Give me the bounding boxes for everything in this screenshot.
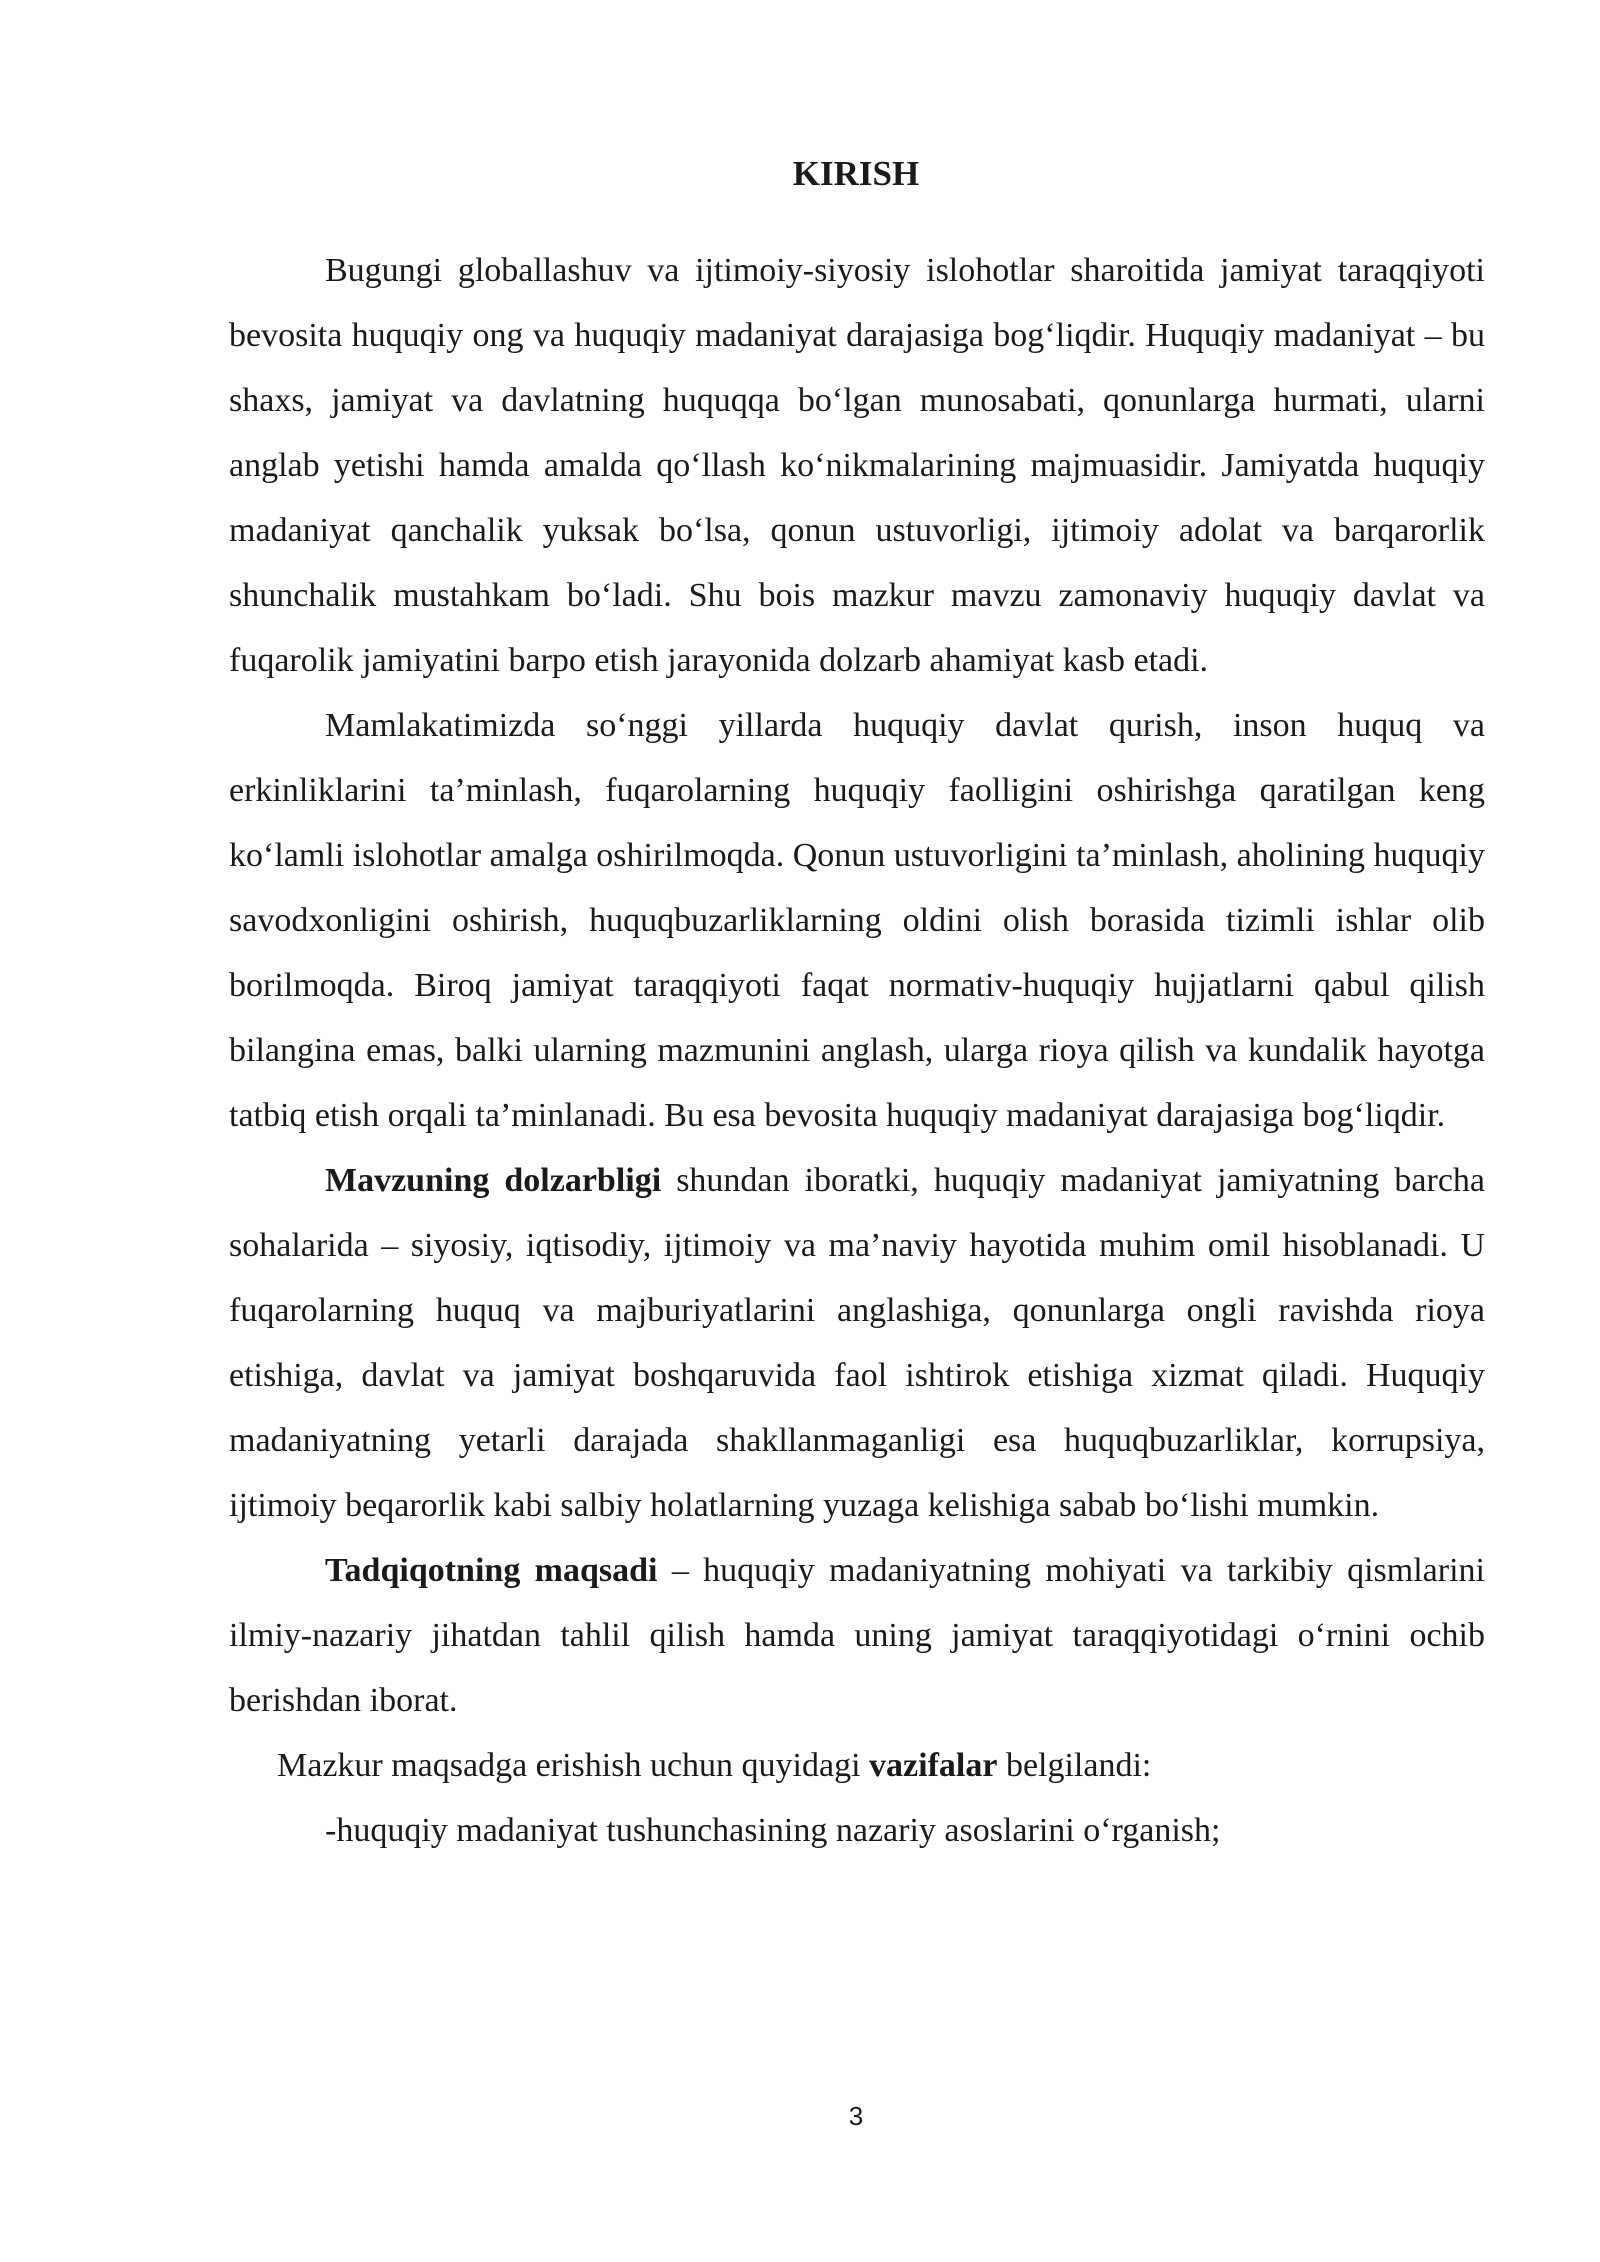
task-list-item: -huquqiy madaniyat tushunchasining nazariy asoslarini o‘rganish;	[325, 1812, 1221, 1849]
goal-text: – huquqiy madaniyatning mohiyati va tarkibiy qismlarini ilmiy-nazariy jihatdan tahlil qilish hamda uning jamiyat taraqqiyotidagi o‘rnini ochib berishdan iborat.	[229, 1552, 1485, 1719]
paragraph-intro: Bugungi globallashuv va ijtimoiy-siyosiy islohotlar sharoitida jamiyat taraqqiyoti bevosita huquqiy ong va huquqiy madaniyat darajasiga bog‘liqdir. Huquqiy madaniyat – bu shaxs, jamiyat va davlatning huquqqa bo‘lgan munosabati, qonunlarga hurmati, ularni anglab yetishi hamda amalda qo‘llash ko‘nikmalarining majmuasidir. Jamiyatda huquqiy madaniyat qanchalik yuksak bo‘lsa, qonun ustuvorligi, ijtimoiy adolat va barqarorlik shunchalik mustahkam bo‘ladi. Shu bois mazkur mavzu zamonaviy huquqiy davlat va fuqarolik jamiyatini barpo etish jarayonida dolzarb ahamiyat kasb etadi.	[229, 252, 1485, 679]
goal-heading: Tadqiqotning maqsadi	[325, 1552, 658, 1589]
tasks-intro-end: belgilandi:	[997, 1747, 1152, 1784]
relevance-text: shundan iboratki, huquqiy madaniyat jamiyatning barcha sohalarida – siyosiy, iqtisodiy, ijtimoiy va ma’naviy hayotida muhim omil hisoblanadi. U fuqarolarning huquq va majburiyatlarini anglashiga, qonunlarga ongli ravishda rioya etishiga, davlat va jamiyat boshqaruvida faol ishtirok etishiga xizmat qiladi. Huquqiy madaniyatning yetarli darajada shakllanmaganligi esa huquqbuzarliklar, korrupsiya, ijtimoiy beqarorlik kabi salbiy holatlarning yuzaga kelishiga sabab bo‘lishi mumkin.	[229, 1162, 1485, 1524]
paragraph-tasks-intro	[229, 1733, 1485, 1798]
paragraph-relevance	[229, 1148, 1485, 1538]
paragraph-reforms: Mamlakatimizda so‘nggi yillarda huquqiy davlat qurish, inson huquq va erkinliklarini ta’minlash, fuqarolarning huquqiy faolligini oshirishga qaratilgan keng ko‘lamli islohotlar amalga oshirilmoqda. Qonun ustuvorligini ta’minlash, aholining huquqiy savodxonligini oshirish, huquqbuzarliklarning oldini olish borasida tizimli ishlar olib borilmoqda. Biroq jamiyat taraqqiyoti faqat normativ-huquqiy hujjatlarni qabul qilish bilangina emas, balki ularning mazmunini anglash, ularga rioya qilish va kundalik hayotga tatbiq etish orqali ta’minlanadi. Bu esa bevosita huquqiy madaniyat darajasiga bog‘liqdir.	[229, 707, 1485, 1134]
page-number: 3	[848, 2101, 864, 2131]
body-text	[229, 238, 1485, 1863]
tasks-heading: vazifalar	[869, 1747, 998, 1784]
relevance-heading: Mavzuning dolzarbligi	[325, 1162, 662, 1199]
paragraph-goal	[229, 1538, 1485, 1733]
tasks-intro-start: Mazkur maqsadga erishish uchun quyidagi	[277, 1747, 870, 1784]
section-title: KIRISH	[792, 154, 920, 193]
